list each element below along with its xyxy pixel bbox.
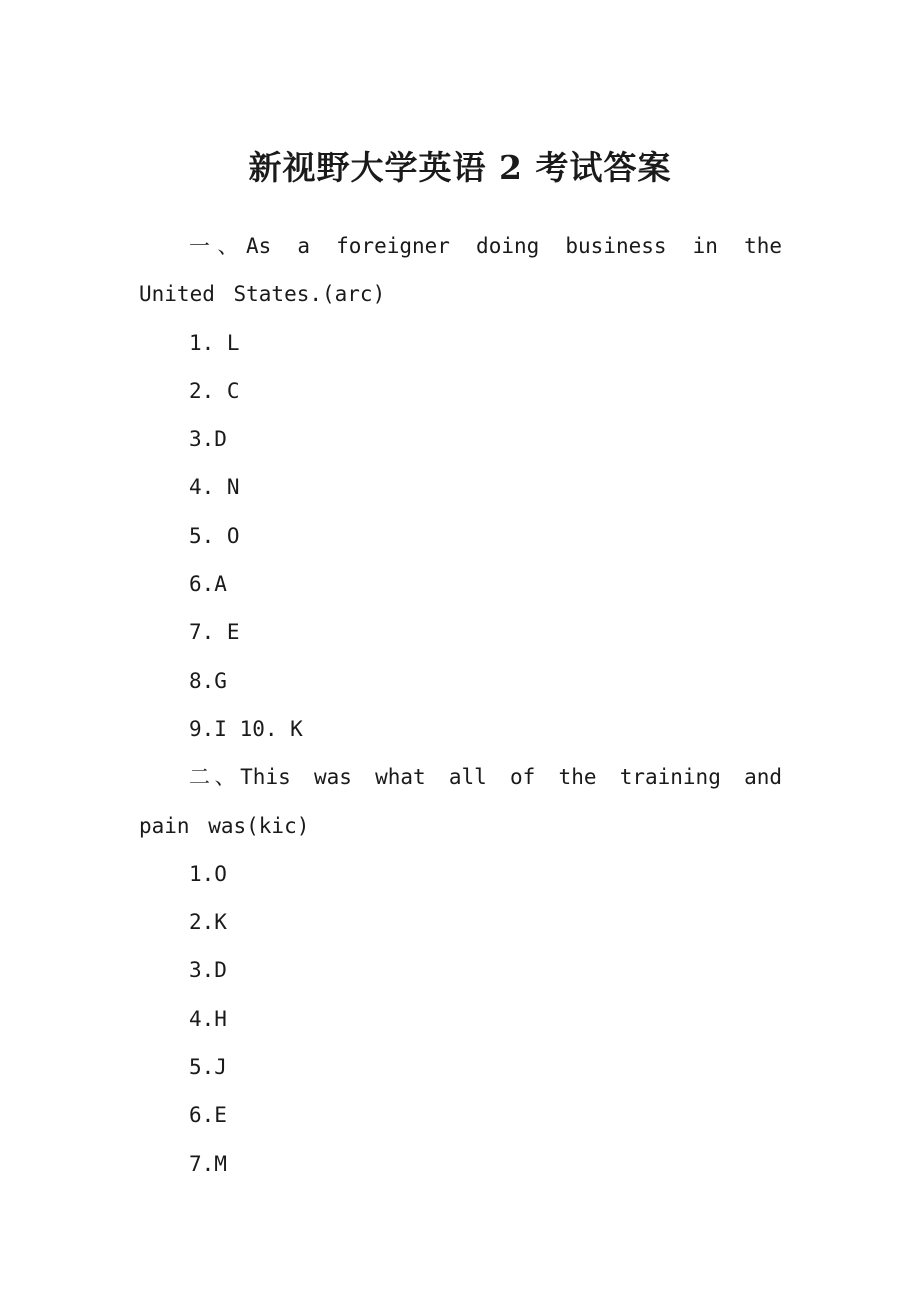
answer-item: 1. L <box>189 330 240 355</box>
answer-item: 1.O <box>189 861 227 886</box>
answer-item: 6.E <box>189 1103 227 1128</box>
section-heading: 一、As a foreigner doing business in the United States.(arc) <box>139 234 782 307</box>
answer-item: 2. C <box>189 378 240 403</box>
answer-item: 5.J <box>189 1055 227 1080</box>
document-title: 新视野大学英语 2 考试答案 <box>248 148 672 187</box>
answer-item: 4.H <box>189 1006 227 1031</box>
section-heading: 二、This was what all of the training and pain was(kic) <box>139 765 782 838</box>
answer-item: 3.D <box>189 427 227 452</box>
answer-item: 7. E <box>189 620 240 645</box>
answer-item: 6.A <box>189 572 227 597</box>
answer-item: 3.D <box>189 958 227 983</box>
answer-item: 9.I 10. K <box>189 716 303 741</box>
answer-item: 2.K <box>189 910 227 935</box>
section-2 <box>139 753 782 1188</box>
answer-item: 5. O <box>189 523 240 548</box>
answer-item: 8.G <box>189 668 227 693</box>
section-1 <box>139 222 782 753</box>
document-body <box>139 222 782 1188</box>
answer-item: 7.M <box>189 1151 227 1176</box>
answer-item: 4. N <box>189 475 240 500</box>
